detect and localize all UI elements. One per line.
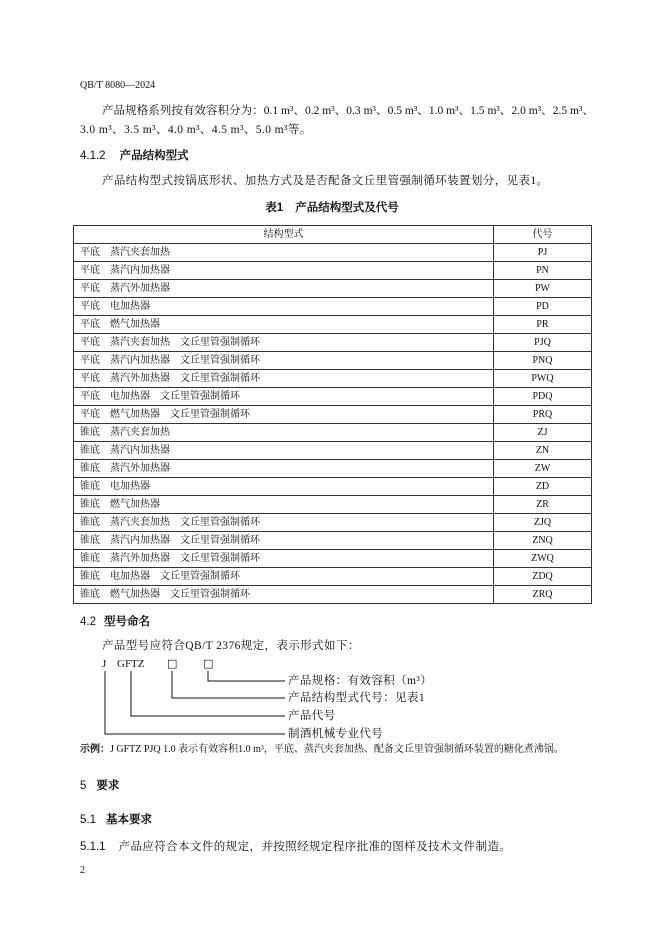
table-row xyxy=(74,262,592,280)
structure-table xyxy=(73,225,592,604)
table-row xyxy=(74,298,592,316)
model-paragraph: 产品型号应符合QB/T 2376规定，表示形式如下： xyxy=(102,640,360,652)
section-heading-5 xyxy=(80,778,119,794)
code-cell: PW xyxy=(494,280,592,298)
section-number: 5.1 xyxy=(80,814,96,826)
connector-spec xyxy=(208,671,285,681)
model-label-product: 产品代号 xyxy=(288,710,336,722)
code-cell: PRQ xyxy=(494,406,592,424)
code-cell: PWQ xyxy=(494,370,592,388)
structure-cell: 平底 蒸汽内加热器 xyxy=(74,262,494,280)
section-title: 基本要求 xyxy=(106,814,152,826)
code-cell: ZW xyxy=(494,460,592,478)
code-cell: PDQ xyxy=(494,388,592,406)
section-heading-4-1-2 xyxy=(80,148,189,164)
section-title: 要求 xyxy=(96,780,120,792)
example-label: 示例： xyxy=(80,744,110,755)
table-row xyxy=(74,406,592,424)
code-cell: PNQ xyxy=(494,352,592,370)
code-cell: ZD xyxy=(494,478,592,496)
table-caption-number: 表1 xyxy=(265,202,284,214)
code-cell: ZWQ xyxy=(494,550,592,568)
section-title: 型号命名 xyxy=(104,616,150,628)
structure-cell: 锥底 蒸汽夹套加热 文丘里管强制循环 xyxy=(74,514,494,532)
table-row xyxy=(74,586,592,604)
structure-cell: 锥底 蒸汽外加热器 xyxy=(74,460,494,478)
structure-paragraph: 产品结构型式按锅底形状、加热方式及是否配备文丘里管强制循环装置划分，见表1。 xyxy=(102,175,549,187)
structure-cell: 平底 燃气加热器 文丘里管强制循环 xyxy=(74,406,494,424)
table-row xyxy=(74,514,592,532)
spec-paragraph-line-1: 产品规格系列按有效容积分为：0.1 m³、0.2 m³、0.3 m³、0.5 m³、1.0 m³、1.5 m³、2.0 m³、2.5 m³、 xyxy=(102,105,594,117)
table-row xyxy=(74,550,592,568)
model-example xyxy=(80,743,564,757)
structure-cell: 锥底 燃气加热器 xyxy=(74,496,494,514)
code-cell: PJ xyxy=(494,244,592,262)
spec-paragraph-line-2: 3.0 m³、3.5 m³、4.0 m³、4.5 m³、5.0 m³等。 xyxy=(80,124,312,136)
model-part-structure-box: □ xyxy=(167,657,178,670)
model-part-industry-code: J xyxy=(102,658,107,670)
structure-cell: 锥底 电加热器 文丘里管强制循环 xyxy=(74,568,494,586)
structure-table-body xyxy=(74,244,592,604)
code-cell: PD xyxy=(494,298,592,316)
clause-number: 5.1.1 xyxy=(80,841,106,853)
section-heading-5-1 xyxy=(80,812,152,828)
structure-cell: 平底 蒸汽外加热器 文丘里管强制循环 xyxy=(74,370,494,388)
structure-cell: 平底 电加热器 xyxy=(74,298,494,316)
section-number: 4.2 xyxy=(80,616,96,628)
standard-number-header: QB/T 8080—2024 xyxy=(80,80,156,91)
structure-cell: 平底 蒸汽内加热器 文丘里管强制循环 xyxy=(74,352,494,370)
model-label-spec: 产品规格：有效容积（m³） xyxy=(288,675,433,687)
structure-cell: 锥底 蒸汽外加热器 文丘里管强制循环 xyxy=(74,550,494,568)
code-cell: ZJQ xyxy=(494,514,592,532)
table-row xyxy=(74,370,592,388)
table-row xyxy=(74,460,592,478)
table-row xyxy=(74,478,592,496)
table-row xyxy=(74,316,592,334)
table-row xyxy=(74,388,592,406)
code-cell: ZDQ xyxy=(494,568,592,586)
table-row xyxy=(74,352,592,370)
code-cell: ZNQ xyxy=(494,532,592,550)
table-row xyxy=(74,442,592,460)
table-header-row xyxy=(74,226,592,244)
clause-text: 产品应符合本文件的规定，并按照经规定程序批准的图样及技术文件制造。 xyxy=(118,841,512,853)
table-row xyxy=(74,244,592,262)
connector-industry xyxy=(105,671,285,734)
code-cell: ZR xyxy=(494,496,592,514)
structure-cell: 锥底 蒸汽内加热器 文丘里管强制循环 xyxy=(74,532,494,550)
clause-5-1-1 xyxy=(80,839,511,855)
model-label-structure: 产品结构型式代号：见表1 xyxy=(288,692,426,704)
code-cell: ZJ xyxy=(494,424,592,442)
structure-cell: 锥底 蒸汽内加热器 xyxy=(74,442,494,460)
table-row xyxy=(74,334,592,352)
table-row xyxy=(74,280,592,298)
connector-structure xyxy=(172,671,285,698)
model-connector-lines xyxy=(95,668,295,738)
structure-cell: 平底 电加热器 文丘里管强制循环 xyxy=(74,388,494,406)
code-cell: PJQ xyxy=(494,334,592,352)
table-row xyxy=(74,424,592,442)
structure-cell: 平底 蒸汽夹套加热 文丘里管强制循环 xyxy=(74,334,494,352)
section-heading-4-2 xyxy=(80,614,150,630)
structure-cell: 平底 蒸汽夹套加热 xyxy=(74,244,494,262)
model-label-industry: 制酒机械专业代号 xyxy=(288,728,384,740)
column-header-code: 代号 xyxy=(494,226,592,244)
section-number: 5 xyxy=(80,780,87,792)
model-part-spec-box: □ xyxy=(203,657,214,670)
column-header-structure: 结构型式 xyxy=(74,226,494,244)
table-caption-title: 产品结构型式及代号 xyxy=(295,202,399,214)
table-caption xyxy=(73,200,591,216)
structure-cell: 平底 燃气加热器 xyxy=(74,316,494,334)
code-cell: PN xyxy=(494,262,592,280)
structure-cell: 锥底 蒸汽夹套加热 xyxy=(74,424,494,442)
page-number: 2 xyxy=(80,865,85,876)
code-cell: ZRQ xyxy=(494,586,592,604)
structure-cell: 平底 蒸汽外加热器 xyxy=(74,280,494,298)
example-text: J GFTZ PJQ 1.0 表示有效容积1.0 m³，平底、蒸汽夹套加热、配备文丘里管强制循环装置的糖化煮沸锅。 xyxy=(110,744,564,755)
table-row xyxy=(74,568,592,586)
section-number: 4.1.2 xyxy=(80,150,106,162)
structure-cell: 锥底 燃气加热器 文丘里管强制循环 xyxy=(74,586,494,604)
model-part-product-code: GFTZ xyxy=(117,658,145,670)
table-row xyxy=(74,496,592,514)
table-row xyxy=(74,532,592,550)
structure-cell: 锥底 电加热器 xyxy=(74,478,494,496)
section-title: 产品结构型式 xyxy=(119,150,189,162)
code-cell: ZN xyxy=(494,442,592,460)
code-cell: PR xyxy=(494,316,592,334)
